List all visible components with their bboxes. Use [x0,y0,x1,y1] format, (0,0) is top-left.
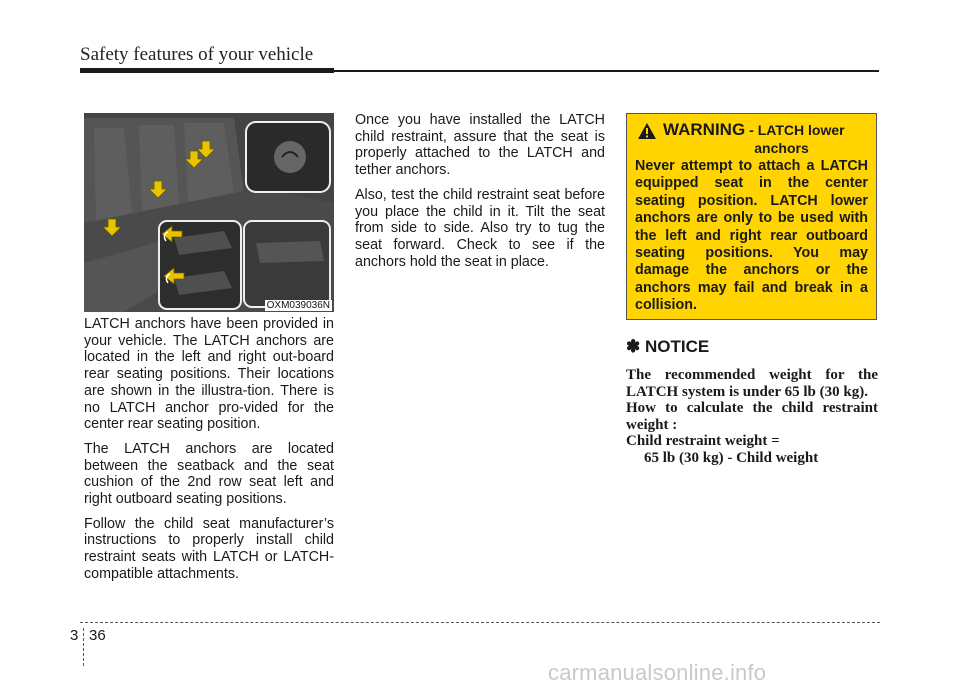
latch-description-column [84,316,334,591]
paragraph: LATCH anchors have been provided in your vehicle. The LATCH anchors are located in the left and right out-board rear seating positions. Their locations are shown in the illustra-tion. There is no LATCH anchor pro-vided for the center rear seating position. [84,316,334,433]
paragraph: Also, test the child restraint seat before you place the child in it. Tilt the seat from side to side. Also try to tug the seat forward. Check to see if the anchors hold the seat in place. [355,186,605,270]
paragraph: Once you have installed the LATCH child restraint, assure that the seat is properly attached to the LATCH and tether anchors. [355,112,605,179]
warning-label: WARNING [663,120,746,139]
rear-seat-drawing [84,113,334,312]
warning-box [626,113,877,320]
footer-divider [80,622,880,623]
warning-subtitle: - LATCH lower [749,122,845,138]
warning-triangle-icon [637,122,657,140]
warning-body: Never attempt to attach a LATCH equipped seat in the center seating position. LATCH lower anchors are only to be used with the left and right rear outboard seating positions. You may damage the anchors or the anchors may fail and break in a collision. [635,158,868,314]
paragraph: The LATCH anchors are located between the seatback and the seat cushion of the 2nd row seat left and right outboard seating positions. [84,440,334,508]
watermark: carmanualsonline.info [548,660,767,685]
notice-title: ✽ NOTICE [626,337,710,356]
header-rule-thick [80,68,334,73]
page-number: 36 [89,627,106,644]
notice-line: Child restraint weight = [626,433,780,449]
warning-header [637,120,868,140]
page-number-divider [83,628,84,666]
paragraph: Follow the child seat manufacturer’s instructions to properly install child restraint seats with LATCH or LATCH-compatible attachments. [84,515,334,582]
warning-subtitle-cont: anchors [754,140,809,156]
section-number: 3 [70,627,79,644]
page-header-title: Safety features of your vehicle [80,44,314,65]
figure-code: OXM039036N [266,300,330,311]
latch-anchor-illustration [84,113,334,312]
notice-line: 65 lb (30 kg) - Child weight [644,449,819,466]
installation-check-column [355,112,605,278]
header-rule-thin [334,70,879,72]
notice-line: The recommended weight for the LATCH system is under 65 lb (30 kg). [626,367,878,400]
notice-line: How to calculate the child restraint weight : [626,400,878,433]
notice-body [626,367,878,466]
